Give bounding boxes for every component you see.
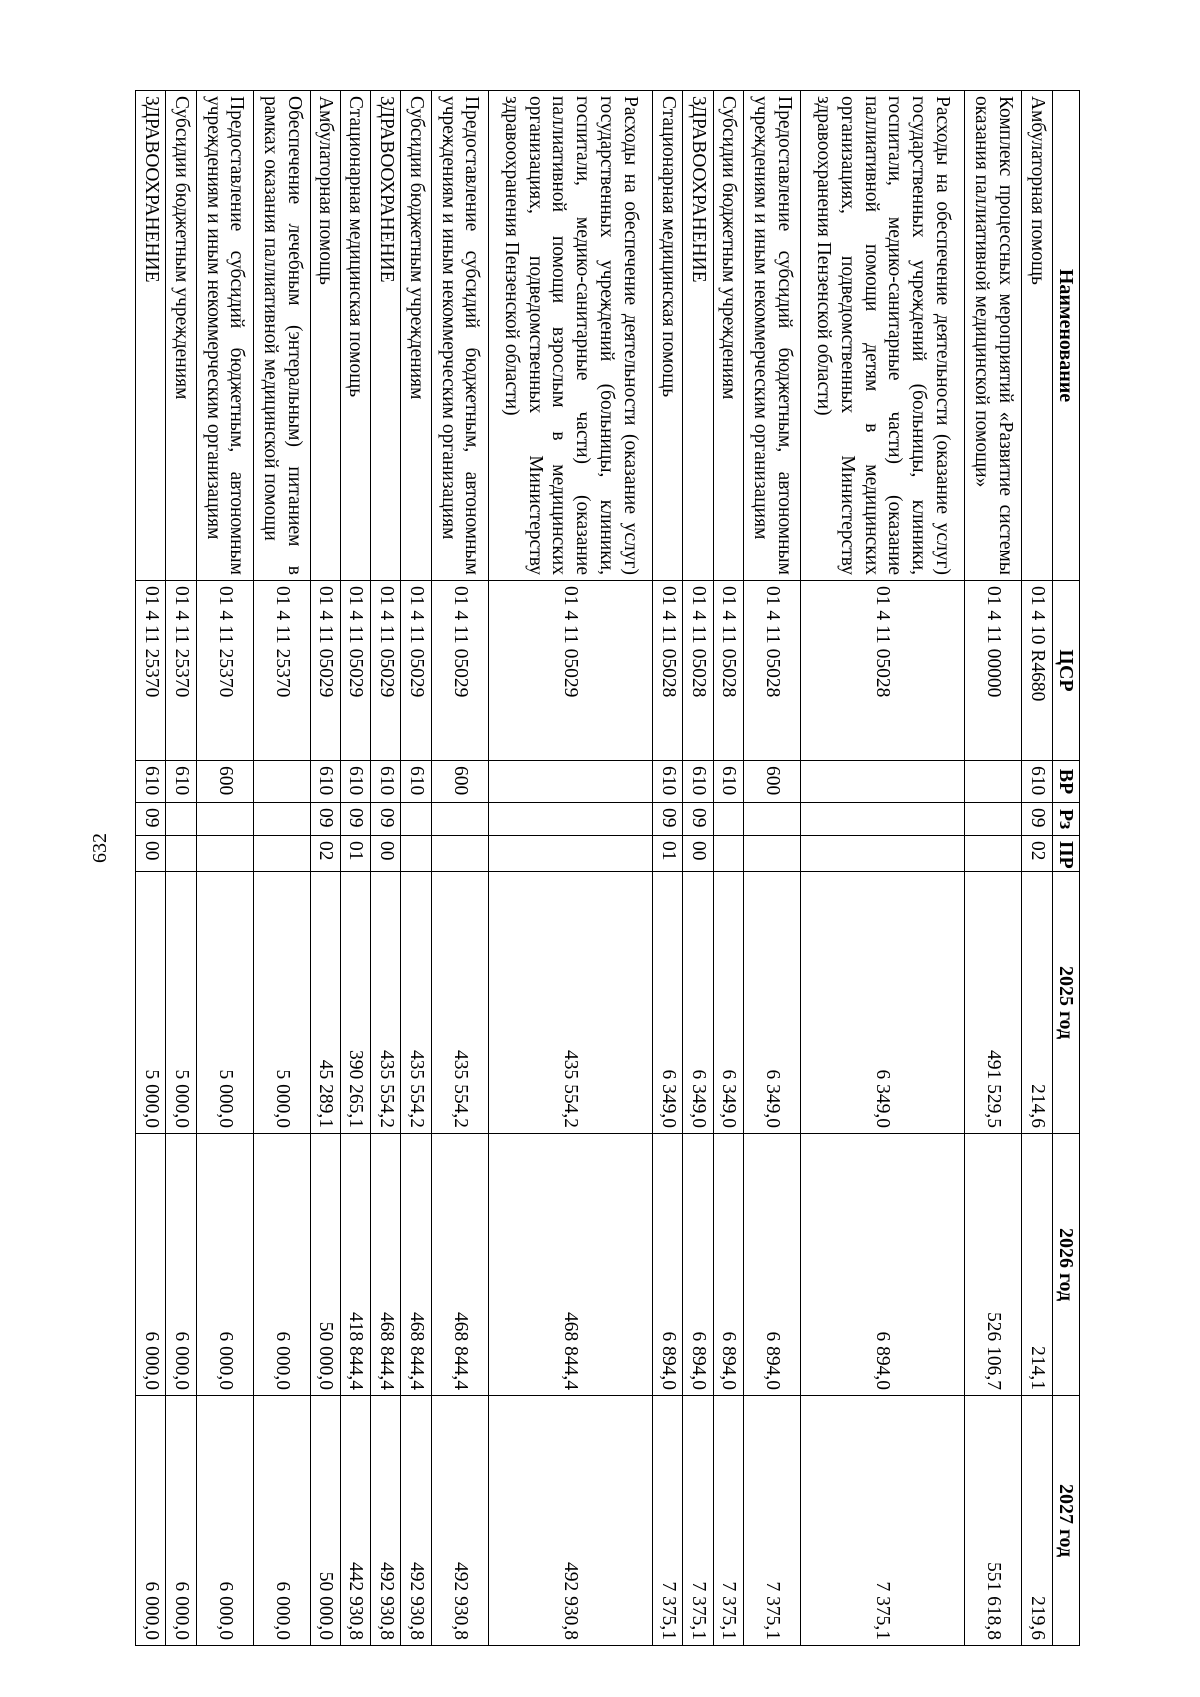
value-2026-cell: 6 000,0 <box>166 1134 196 1396</box>
value-2025-cell: 5 000,0 <box>136 872 166 1134</box>
name-cell: Расходы на обеспечение деятельности (оказание услуг) государственных учреждений (больницы, клиники, госпитали, медико-санитарные части) (оказание паллиативной помощи взрослым в медицинских организациях, подведомственных Министерству здравоохранения Пензенской области) <box>488 91 652 581</box>
csr-cell: 01 4 11 25370 <box>196 581 253 761</box>
value-2027-cell: 7 375,1 <box>800 1396 964 1646</box>
rotated-table-container <box>135 90 1080 1645</box>
vr-cell <box>800 761 964 803</box>
value-2025-cell: 390 265,1 <box>340 872 370 1134</box>
pr-cell <box>401 836 431 872</box>
table-row <box>683 91 713 1646</box>
csr-cell: 01 4 11 25370 <box>253 581 310 761</box>
rz-cell: 09 <box>653 803 683 836</box>
value-2026-cell: 6 894,0 <box>713 1134 743 1396</box>
csr-cell: 01 4 11 05029 <box>340 581 370 761</box>
value-2027-cell: 219,6 <box>1022 1396 1052 1646</box>
pr-cell: 00 <box>371 836 401 872</box>
header-pr: ПР <box>1052 836 1079 872</box>
pr-cell: 00 <box>683 836 713 872</box>
csr-cell: 01 4 11 05029 <box>401 581 431 761</box>
vr-cell: 610 <box>166 761 196 803</box>
value-2026-cell: 468 844,4 <box>488 1134 652 1396</box>
pr-cell <box>166 836 196 872</box>
csr-cell: 01 4 11 05029 <box>310 581 340 761</box>
value-2025-cell: 435 554,2 <box>488 872 652 1134</box>
vr-cell <box>488 761 652 803</box>
pr-cell: 02 <box>1022 836 1052 872</box>
csr-cell: 01 4 11 05028 <box>743 581 800 761</box>
rz-cell <box>800 803 964 836</box>
value-2027-cell: 551 618,8 <box>965 1396 1022 1646</box>
csr-cell: 01 4 11 05029 <box>371 581 401 761</box>
pr-cell: 01 <box>340 836 370 872</box>
table-row <box>653 91 683 1646</box>
rz-cell: 09 <box>371 803 401 836</box>
name-cell: ЗДРАВООХРАНЕНИЕ <box>371 91 401 581</box>
value-2027-cell: 442 930,8 <box>340 1396 370 1646</box>
name-cell: Амбулаторная помощь <box>1022 91 1052 581</box>
table-row <box>340 91 370 1646</box>
rz-cell <box>743 803 800 836</box>
table-header-row <box>1052 91 1079 1646</box>
vr-cell: 600 <box>743 761 800 803</box>
vr-cell: 610 <box>1022 761 1052 803</box>
pr-cell <box>743 836 800 872</box>
rz-cell: 09 <box>340 803 370 836</box>
vr-cell: 600 <box>196 761 253 803</box>
value-2026-cell: 6 000,0 <box>196 1134 253 1396</box>
value-2026-cell: 526 106,7 <box>965 1134 1022 1396</box>
name-cell: Предоставление субсидий бюджетным, автономным учреждениям и иным некоммерческим организациям <box>743 91 800 581</box>
vr-cell: 610 <box>401 761 431 803</box>
value-2025-cell: 435 554,2 <box>431 872 488 1134</box>
value-2025-cell: 6 349,0 <box>800 872 964 1134</box>
pr-cell <box>196 836 253 872</box>
value-2027-cell: 7 375,1 <box>683 1396 713 1646</box>
vr-cell: 600 <box>431 761 488 803</box>
name-cell: Амбулаторная помощь <box>310 91 340 581</box>
value-2027-cell: 492 930,8 <box>431 1396 488 1646</box>
header-csr: ЦСР <box>1052 581 1079 761</box>
vr-cell: 610 <box>340 761 370 803</box>
page-number: 632 <box>89 833 111 863</box>
name-cell: ЗДРАВООХРАНЕНИЕ <box>683 91 713 581</box>
pr-cell <box>253 836 310 872</box>
value-2025-cell: 6 349,0 <box>683 872 713 1134</box>
value-2027-cell: 50 000,0 <box>310 1396 340 1646</box>
value-2025-cell: 45 289,1 <box>310 872 340 1134</box>
table-row <box>965 91 1022 1646</box>
rz-cell: 09 <box>310 803 340 836</box>
value-2026-cell: 468 844,4 <box>431 1134 488 1396</box>
csr-cell: 01 4 11 00000 <box>965 581 1022 761</box>
header-2027: 2027 год <box>1052 1396 1079 1646</box>
budget-table <box>135 90 1080 1646</box>
pr-cell <box>488 836 652 872</box>
vr-cell <box>253 761 310 803</box>
value-2026-cell: 6 894,0 <box>800 1134 964 1396</box>
value-2027-cell: 7 375,1 <box>743 1396 800 1646</box>
value-2025-cell: 435 554,2 <box>371 872 401 1134</box>
rz-cell <box>196 803 253 836</box>
header-2025: 2025 год <box>1052 872 1079 1134</box>
name-cell: Предоставление субсидий бюджетным, автономным учреждениям и иным некоммерческим организациям <box>431 91 488 581</box>
value-2026-cell: 468 844,4 <box>371 1134 401 1396</box>
value-2026-cell: 6 894,0 <box>683 1134 713 1396</box>
pr-cell: 00 <box>136 836 166 872</box>
rz-cell <box>166 803 196 836</box>
vr-cell: 610 <box>371 761 401 803</box>
value-2026-cell: 468 844,4 <box>401 1134 431 1396</box>
table-row <box>371 91 401 1646</box>
name-cell: Обеспечение лечебным (энтеральным) питанием в рамках оказания паллиативной медицинской помощи <box>253 91 310 581</box>
rz-cell <box>253 803 310 836</box>
value-2025-cell: 214,6 <box>1022 872 1052 1134</box>
rz-cell <box>965 803 1022 836</box>
value-2025-cell: 5 000,0 <box>166 872 196 1134</box>
csr-cell: 01 4 11 05028 <box>653 581 683 761</box>
rz-cell: 09 <box>683 803 713 836</box>
value-2026-cell: 6 894,0 <box>653 1134 683 1396</box>
value-2025-cell: 6 349,0 <box>653 872 683 1134</box>
header-name: Наименование <box>1052 91 1079 581</box>
value-2027-cell: 6 000,0 <box>136 1396 166 1646</box>
table-row <box>196 91 253 1646</box>
pr-cell: 01 <box>653 836 683 872</box>
rz-cell <box>431 803 488 836</box>
csr-cell: 01 4 11 05029 <box>431 581 488 761</box>
csr-cell: 01 4 11 05028 <box>683 581 713 761</box>
csr-cell: 01 4 10 R4680 <box>1022 581 1052 761</box>
csr-cell: 01 4 11 05028 <box>800 581 964 761</box>
csr-cell: 01 4 11 05029 <box>488 581 652 761</box>
pr-cell <box>431 836 488 872</box>
table-row <box>488 91 652 1646</box>
vr-cell: 610 <box>136 761 166 803</box>
vr-cell: 610 <box>713 761 743 803</box>
name-cell: Расходы на обеспечение деятельности (оказание услуг) государственных учреждений (больницы, клиники, госпитали, медико-санитарные части) (оказание паллиативной помощи детям в медицинских организациях, подведомственных Министерству здравоохранения Пензенской области) <box>800 91 964 581</box>
table-row <box>310 91 340 1646</box>
value-2027-cell: 7 375,1 <box>653 1396 683 1646</box>
header-2026: 2026 год <box>1052 1134 1079 1396</box>
value-2027-cell: 492 930,8 <box>401 1396 431 1646</box>
value-2026-cell: 6 000,0 <box>253 1134 310 1396</box>
value-2026-cell: 50 000,0 <box>310 1134 340 1396</box>
table-body <box>136 91 1053 1646</box>
name-cell: Стационарная медицинская помощь <box>340 91 370 581</box>
value-2026-cell: 6 000,0 <box>136 1134 166 1396</box>
rz-cell <box>401 803 431 836</box>
rz-cell: 09 <box>1022 803 1052 836</box>
table-row <box>431 91 488 1646</box>
value-2026-cell: 418 844,4 <box>340 1134 370 1396</box>
rz-cell: 09 <box>136 803 166 836</box>
value-2027-cell: 492 930,8 <box>488 1396 652 1646</box>
name-cell: ЗДРАВООХРАНЕНИЕ <box>136 91 166 581</box>
csr-cell: 01 4 11 25370 <box>166 581 196 761</box>
name-cell: Субсидии бюджетным учреждениям <box>713 91 743 581</box>
header-rz: Рз <box>1052 803 1079 836</box>
table-row <box>253 91 310 1646</box>
rz-cell <box>488 803 652 836</box>
table-row <box>713 91 743 1646</box>
table-row <box>136 91 166 1646</box>
vr-cell: 610 <box>310 761 340 803</box>
table-row <box>743 91 800 1646</box>
csr-cell: 01 4 11 25370 <box>136 581 166 761</box>
pr-cell <box>800 836 964 872</box>
vr-cell: 610 <box>683 761 713 803</box>
pr-cell <box>965 836 1022 872</box>
table-row <box>800 91 964 1646</box>
name-cell: Предоставление субсидий бюджетным, автономным учреждениям и иным некоммерческим организациям <box>196 91 253 581</box>
vr-cell: 610 <box>653 761 683 803</box>
value-2025-cell: 5 000,0 <box>196 872 253 1134</box>
value-2026-cell: 6 894,0 <box>743 1134 800 1396</box>
name-cell: Субсидии бюджетным учреждениям <box>166 91 196 581</box>
header-vr: ВР <box>1052 761 1079 803</box>
name-cell: Стационарная медицинская помощь <box>653 91 683 581</box>
table-row <box>1022 91 1052 1646</box>
pr-cell <box>713 836 743 872</box>
csr-cell: 01 4 11 05028 <box>713 581 743 761</box>
table-row <box>401 91 431 1646</box>
value-2025-cell: 6 349,0 <box>713 872 743 1134</box>
value-2027-cell: 7 375,1 <box>713 1396 743 1646</box>
value-2025-cell: 6 349,0 <box>743 872 800 1134</box>
value-2025-cell: 491 529,5 <box>965 872 1022 1134</box>
value-2027-cell: 6 000,0 <box>253 1396 310 1646</box>
pr-cell: 02 <box>310 836 340 872</box>
value-2027-cell: 492 930,8 <box>371 1396 401 1646</box>
name-cell: Субсидии бюджетным учреждениям <box>401 91 431 581</box>
value-2027-cell: 6 000,0 <box>166 1396 196 1646</box>
rz-cell <box>713 803 743 836</box>
value-2025-cell: 435 554,2 <box>401 872 431 1134</box>
value-2025-cell: 5 000,0 <box>253 872 310 1134</box>
vr-cell <box>965 761 1022 803</box>
table-row <box>166 91 196 1646</box>
value-2026-cell: 214,1 <box>1022 1134 1052 1396</box>
name-cell: Комплекс процессных мероприятий «Развитие системы оказания паллиативной медицинской помощи» <box>965 91 1022 581</box>
value-2027-cell: 6 000,0 <box>196 1396 253 1646</box>
